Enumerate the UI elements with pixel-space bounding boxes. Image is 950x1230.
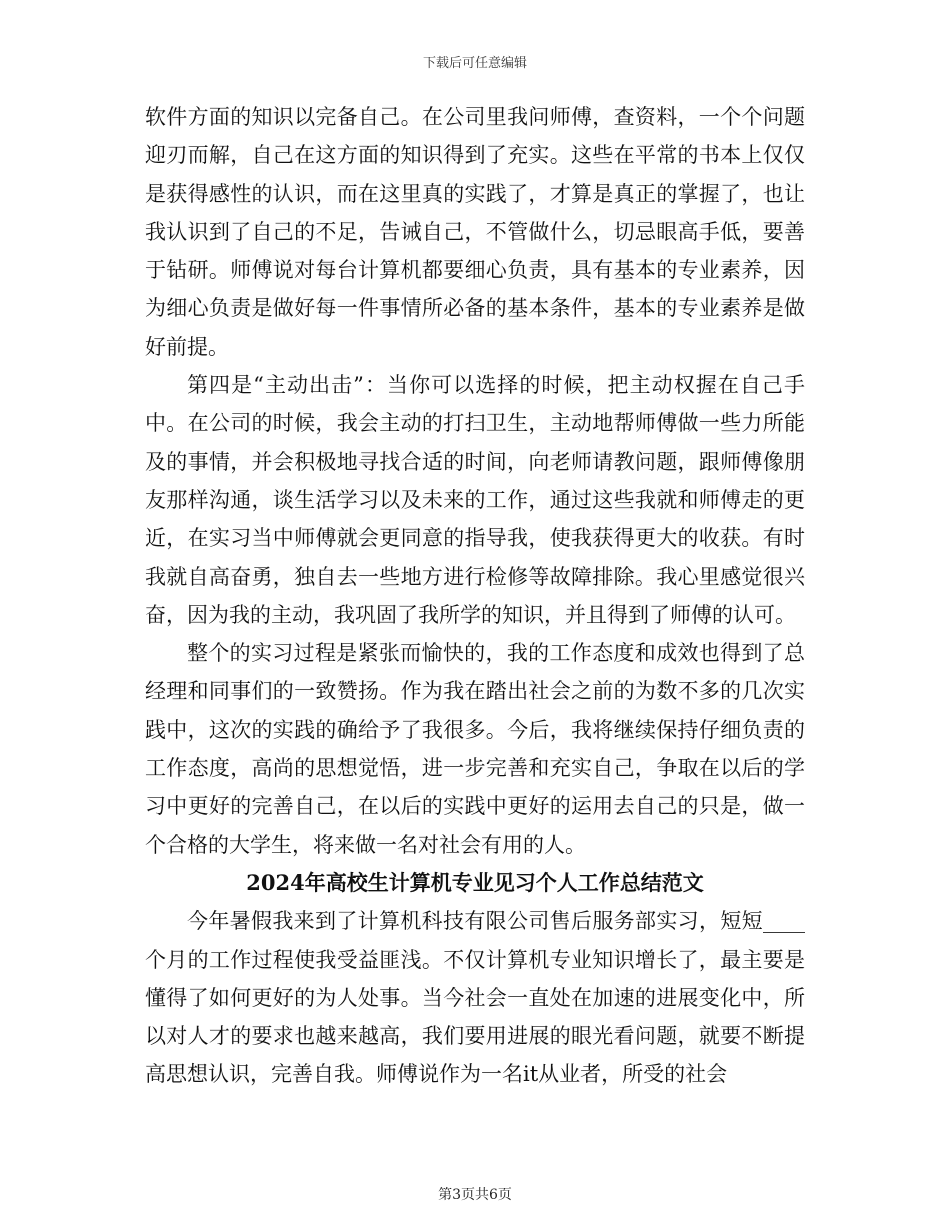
section-heading: 2024年高校生计算机专业见习个人工作总结范文: [246, 869, 704, 895]
page-footer: 第3页共6页: [438, 1187, 512, 1203]
paragraph-continued: 软件方面的知识以完备自己。在公司里我问师傅，查资料，一个个问题迎刃而解，自己在这方面的知识得到了充实。这些在平常的书本上仅仅是获得感性的认识，而在这里真的实践了，才算是真正的掌握了，也让我认识到了自己的不足，告诫自己，不管做什么，切忌眼高手低，要善于钻研。师傅说对每台计算机都要细心负责，具有基本的专业素养，因为细心负责是做好每一件事情所必备的基本条件，基本的专业素养是做好前提。: [145, 105, 805, 359]
paragraph-new-section: 今年暑假我来到了计算机科技有限公司售后服务部实习，短短____个月的工作过程使我受益匪浅。不仅计算机专业知识增长了，最主要是懂得了如何更好的为人处事。当今社会一直处在加速的进展变化中，所以对人才的要求也越来越高，我们要用进展的眼光看问题，就要不断提高思想认识，完善自我。师傅说作为一名it从业者，所受的社会: [145, 909, 805, 1087]
page-header: 下载后可任意编辑: [422, 56, 527, 71]
paragraph-proactive: 第四是“主动出击”：当你可以选择的时候，把主动权握在自己手中。在公司的时候，我会主动的打扫卫生，主动地帮师傅做一些力所能及的事情，并会积极地寻找合适的时间，向老师请教问题，跟师傅像朋友那样沟通，谈生活学习以及未来的工作，通过这些我就和师傅走的更近，在实习当中师傅就会更同意的指导我，使我获得更大的收获。有时我就自高奋勇，独自去一些地方进行检修等故障排除。我心里感觉很兴奋，因为我的主动，我巩固了我所学的知识，并且得到了师傅的认可。: [145, 373, 805, 627]
document-body: [145, 98, 805, 1094]
paragraph-conclusion: 整个的实习过程是紧张而愉快的，我的工作态度和成效也得到了总经理和同事们的一致赞扬。作为我在踏出社会之前的为数不多的几次实践中，这次的实践的确给予了我很多。今后，我将继续保持仔细负责的工作态度，高尚的思想觉悟，进一步完善和充实自己，争取在以后的学习中更好的完善自己，在以后的实践中更好的运用去自己的只是，做一个合格的大学生，将来做一名对社会有用的人。: [145, 641, 805, 857]
